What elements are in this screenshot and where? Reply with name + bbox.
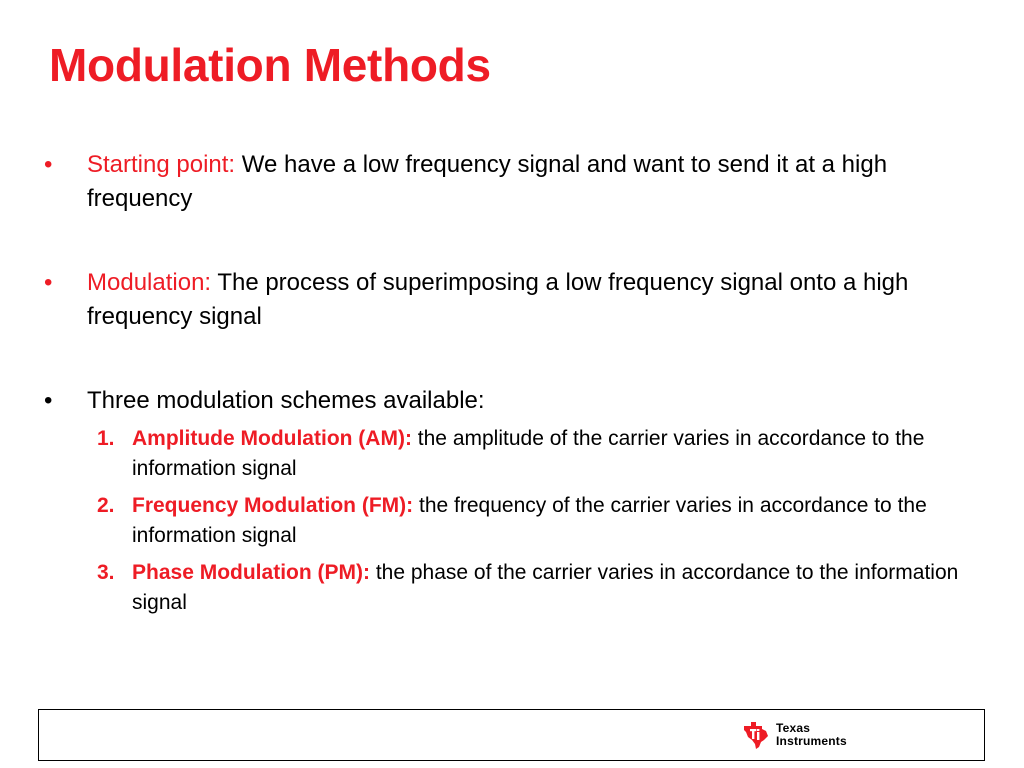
bullet-item-starting-point (44, 148, 984, 216)
modulation-scheme-list (87, 424, 984, 618)
bullet-text: We have a low frequency signal and want to send it at a high frequency (87, 151, 888, 212)
list-number: 3. (97, 561, 115, 584)
list-item-fm (87, 491, 984, 551)
scheme-name: Frequency Modulation (FM): (132, 494, 414, 517)
bullet-lead-label: Starting point: (87, 151, 236, 178)
texas-instruments-logo (742, 717, 847, 753)
slide-title: Modulation Methods (49, 39, 491, 91)
logo-text-line-1: Texas (776, 721, 811, 735)
bullet-item-modulation (44, 266, 984, 334)
scheme-description: the amplitude of the carrier varies in accordance to the information signal (132, 427, 925, 480)
bullet-text: The process of superimposing a low frequency signal onto a high frequency signal (87, 269, 909, 330)
scheme-name: Amplitude Modulation (AM): (132, 427, 412, 450)
list-number: 1. (97, 427, 115, 450)
bullet-marker: • (44, 269, 53, 296)
bullet-item-modulation-schemes (44, 384, 984, 618)
bullet-text: Three modulation schemes available: (87, 387, 485, 414)
bullet-lead-label: Modulation: (87, 269, 212, 296)
scheme-description: the phase of the carrier varies in accordance to the information signal (132, 561, 959, 614)
bullet-marker: • (44, 387, 53, 414)
bullet-marker: • (44, 151, 53, 178)
texas-instruments-logo-icon (742, 720, 770, 750)
bullet-list (44, 148, 984, 625)
list-number: 2. (97, 494, 115, 517)
list-item-pm (87, 558, 984, 618)
logo-text-line-2: Instruments (776, 734, 847, 748)
scheme-description: the frequency of the carrier varies in accordance to the information signal (132, 494, 927, 547)
scheme-name: Phase Modulation (PM): (132, 561, 370, 584)
list-item-am (87, 424, 984, 484)
